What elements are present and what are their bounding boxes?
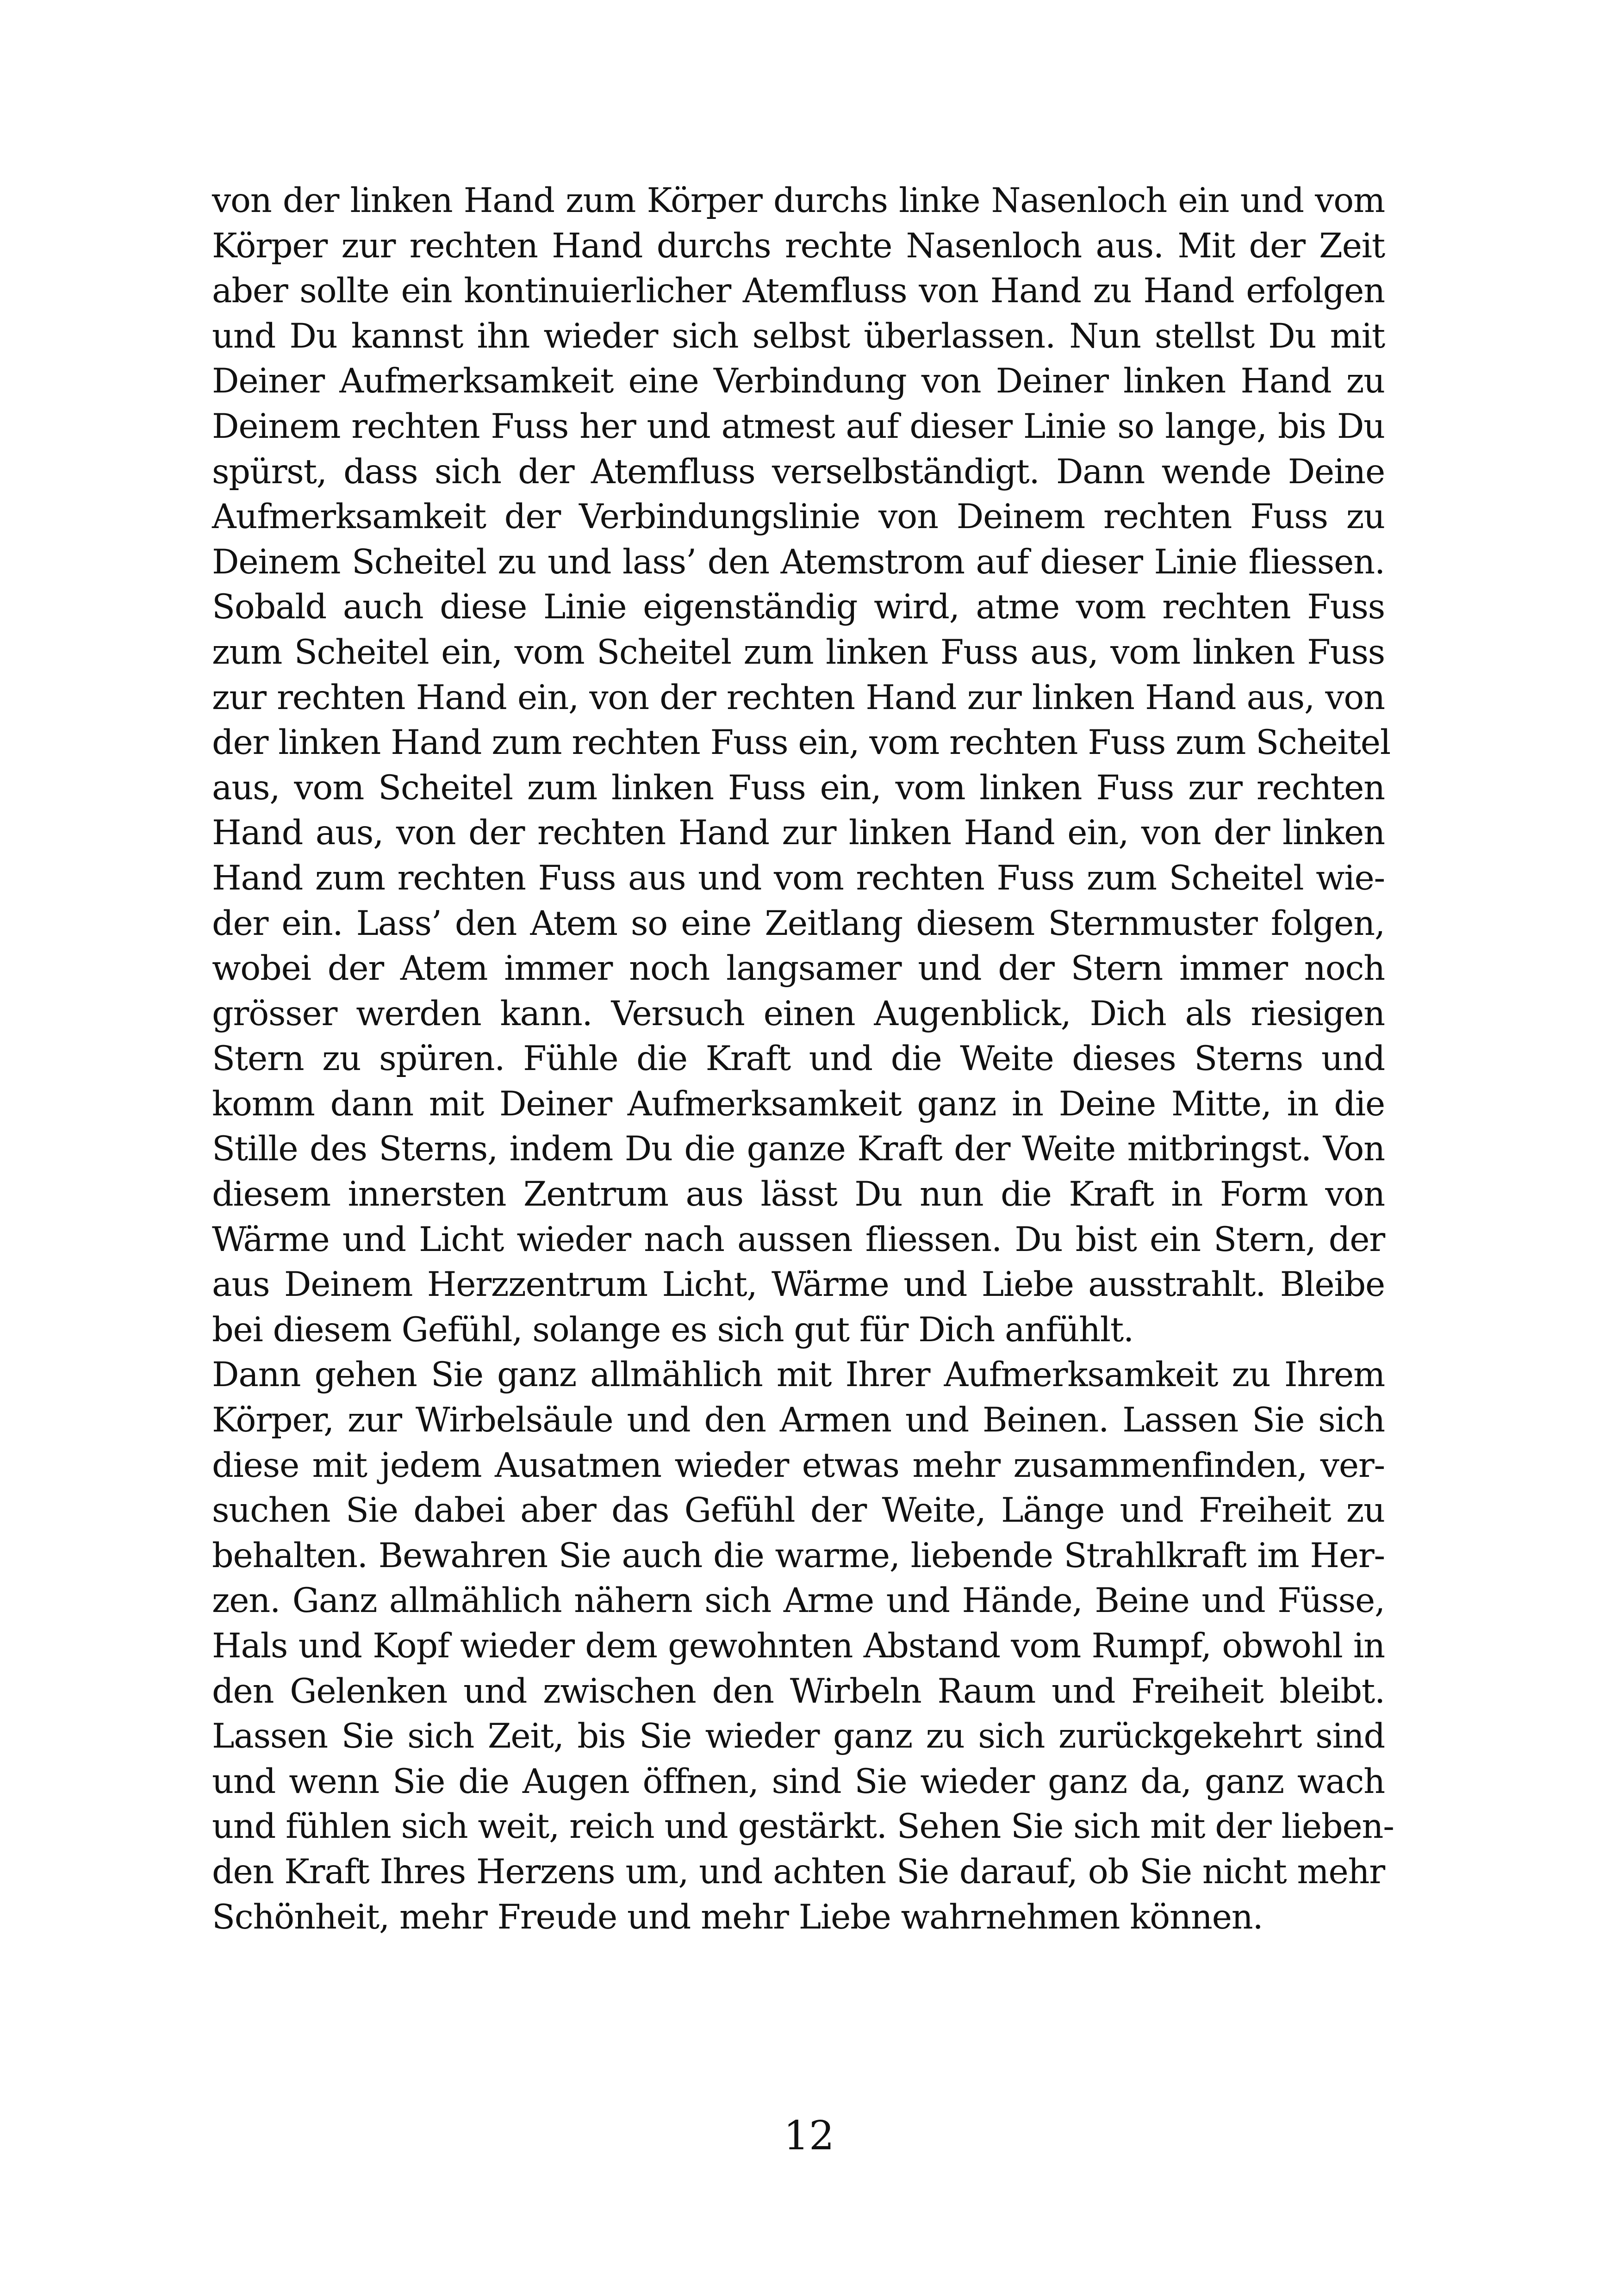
text-line: bei diesem Gefühl, solange es sich gut für Dich anfühlt. — [212, 1310, 1134, 1350]
text-line: Deinem rechten Fuss her und atmest auf dieser Linie so lange, bis Du — [212, 406, 1385, 446]
body-text — [212, 178, 1394, 1940]
page-number: 12 — [784, 2113, 834, 2159]
text-line: diesem innersten Zentrum aus lässt Du nun die Kraft in Form von — [212, 1175, 1385, 1214]
text-line: den Kraft Ihres Herzens um, und achten Sie darauf, ob Sie nicht mehr — [212, 1852, 1385, 1892]
text-line: zen. Ganz allmählich nähern sich Arme und Hände, Beine und Füsse, — [212, 1581, 1385, 1621]
text-line: Stern zu spüren. Fühle die Kraft und die Weite dieses Sterns und — [212, 1039, 1385, 1079]
text-line: aber sollte ein kontinuierlicher Atemfluss von Hand zu Hand erfolgen — [212, 271, 1385, 311]
text-line: diese mit jedem Ausatmen wieder etwas mehr zusammenfinden, ver- — [212, 1445, 1385, 1485]
text-line: der linken Hand zum rechten Fuss ein, vom rechten Fuss zum Scheitel — [212, 723, 1390, 763]
text-line: zum Scheitel ein, vom Scheitel zum linken Fuss aus, vom linken Fuss — [212, 632, 1385, 672]
text-line: wobei der Atem immer noch langsamer und der Stern immer noch — [212, 949, 1385, 989]
text-line: Hand zum rechten Fuss aus und vom rechten Fuss zum Scheitel wie- — [212, 858, 1385, 898]
text-line: und fühlen sich weit, reich und gestärkt. Sehen Sie sich mit der lieben- — [212, 1807, 1394, 1847]
text-line: Dann gehen Sie ganz allmählich mit Ihrer Aufmerksamkeit zu Ihrem — [212, 1355, 1385, 1395]
paragraph-1 — [212, 178, 1390, 1352]
text-line: den Gelenken und zwischen den Wirbeln Raum und Freiheit bleibt. — [212, 1671, 1385, 1711]
paragraph-2 — [212, 1352, 1394, 1940]
text-line: suchen Sie dabei aber das Gefühl der Weite, Länge und Freiheit zu — [212, 1491, 1385, 1531]
text-line: und wenn Sie die Augen öffnen, sind Sie wieder ganz da, ganz wach — [212, 1761, 1385, 1801]
text-line: Wärme und Licht wieder nach aussen fliessen. Du bist ein Stern, der — [212, 1220, 1385, 1259]
text-line: Körper zur rechten Hand durchs rechte Nasenloch aus. Mit der Zeit — [212, 226, 1385, 266]
text-line: Hand aus, von der rechten Hand zur linken Hand ein, von der linken — [212, 813, 1385, 853]
text-line: Sobald auch diese Linie eigenständig wird, atme vom rechten Fuss — [212, 587, 1385, 627]
text-line: Stille des Sterns, indem Du die ganze Kraft der Weite mitbringst. Von — [212, 1129, 1385, 1169]
text-line: aus Deinem Herzzentrum Licht, Wärme und Liebe ausstrahlt. Bleibe — [212, 1265, 1385, 1305]
text-line: behalten. Bewahren Sie auch die warme, liebende Strahlkraft im Her- — [212, 1536, 1385, 1575]
text-line: und Du kannst ihn wieder sich selbst überlassen. Nun stellst Du mit — [212, 316, 1385, 356]
text-line: Lassen Sie sich Zeit, bis Sie wieder ganz zu sich zurückgekehrt sind — [212, 1717, 1385, 1756]
text-line: der ein. Lass’ den Atem so eine Zeitlang diesem Sternmuster folgen, — [212, 903, 1385, 943]
text-line: Deiner Aufmerksamkeit eine Verbindung von Deiner linken Hand zu — [212, 361, 1385, 401]
text-line: spürst, dass sich der Atemfluss verselbständigt. Dann wende Deine — [212, 452, 1385, 492]
text-line: Aufmerksamkeit der Verbindungslinie von Deinem rechten Fuss zu — [212, 497, 1385, 537]
text-line: Körper, zur Wirbelsäule und den Armen und Beinen. Lassen Sie sich — [212, 1400, 1385, 1440]
text-line: komm dann mit Deiner Aufmerksamkeit ganz in Deine Mitte, in die — [212, 1084, 1385, 1124]
text-line: von der linken Hand zum Körper durchs linke Nasenloch ein und vom — [212, 181, 1385, 220]
text-line: zur rechten Hand ein, von der rechten Hand zur linken Hand aus, von — [212, 678, 1385, 717]
text-line: Hals und Kopf wieder dem gewohnten Abstand vom Rumpf, obwohl in — [212, 1626, 1385, 1666]
text-line: aus, vom Scheitel zum linken Fuss ein, vom linken Fuss zur rechten — [212, 768, 1385, 808]
text-line: Schönheit, mehr Freude und mehr Liebe wahrnehmen können. — [212, 1897, 1263, 1937]
text-line: grösser werden kann. Versuch einen Augenblick, Dich als riesigen — [212, 994, 1385, 1033]
text-line: Deinem Scheitel zu und lass’ den Atemstrom auf dieser Linie fliessen. — [212, 542, 1385, 582]
